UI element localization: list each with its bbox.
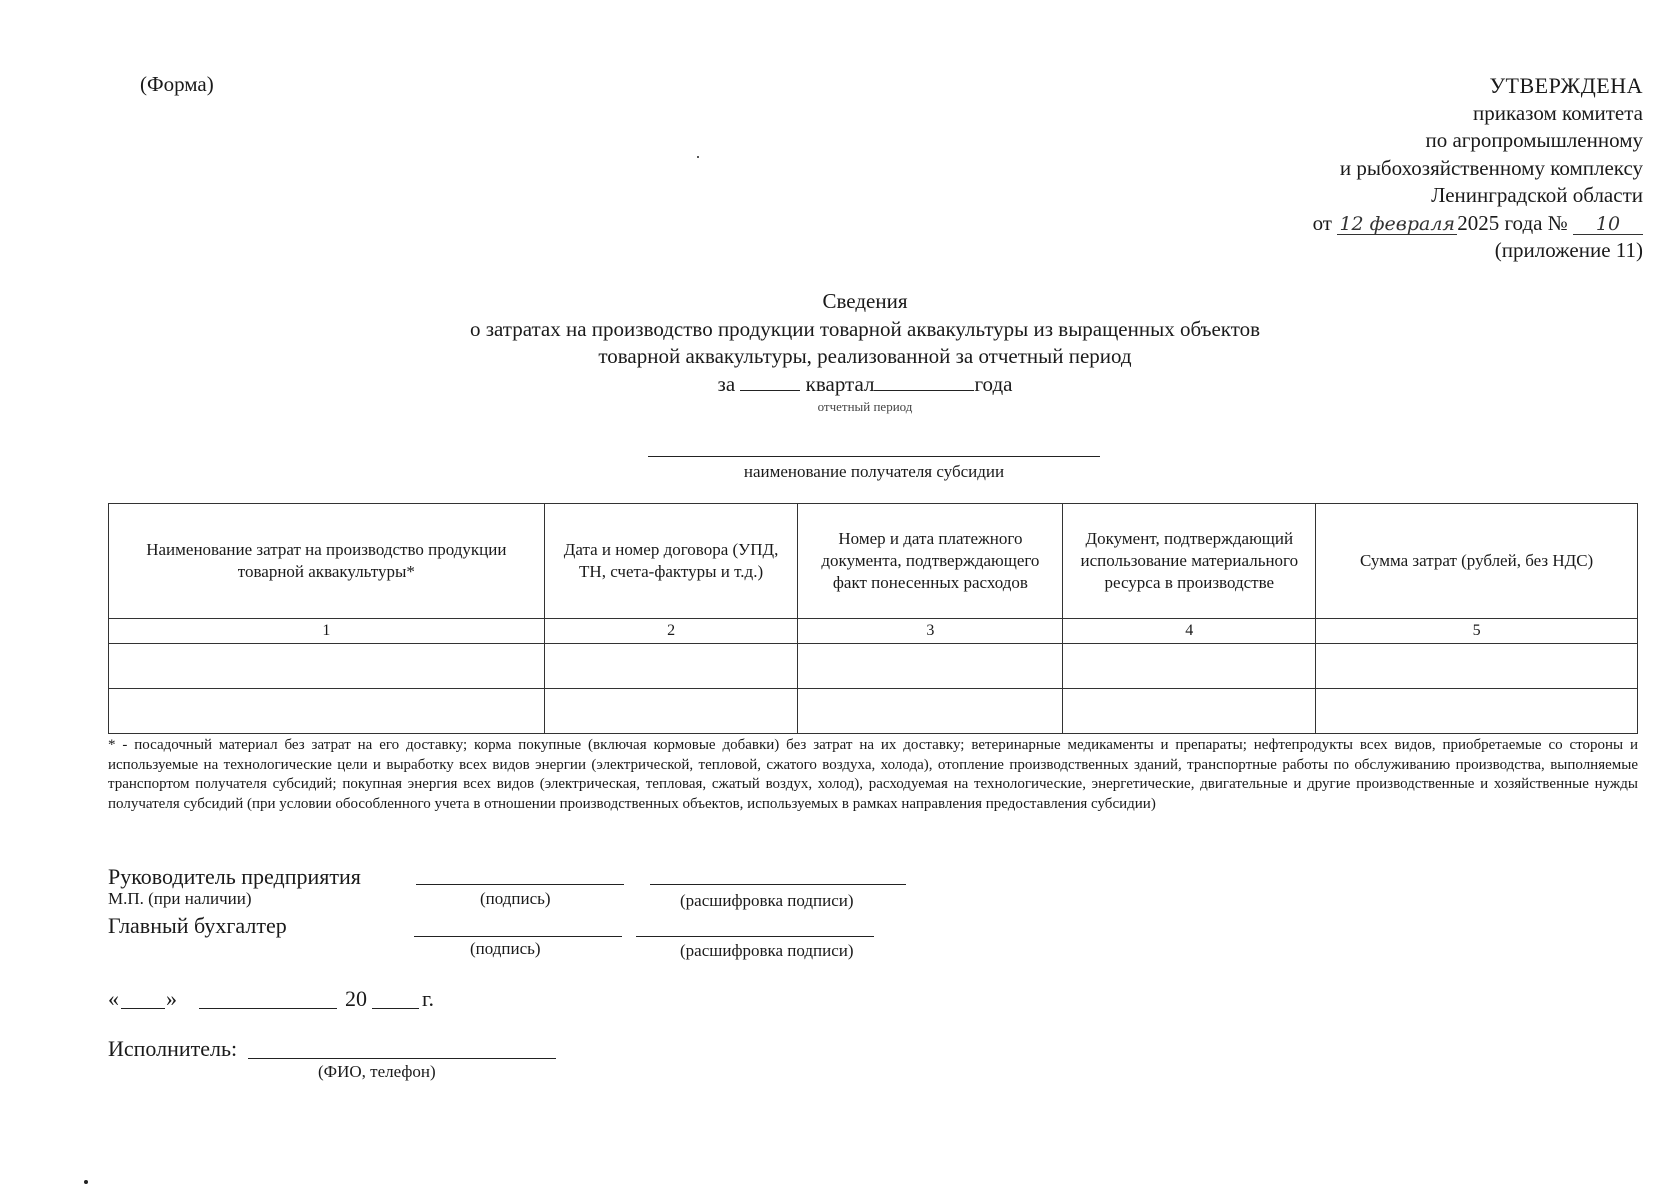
approval-date-line bbox=[1313, 210, 1643, 238]
approval-line: Ленинградской области bbox=[1431, 183, 1643, 207]
head-title: Руководитель предприятия bbox=[108, 864, 361, 889]
document-title: Сведения bbox=[822, 289, 908, 313]
decode-caption: (расшифровка подписи) bbox=[680, 891, 854, 910]
executor-label: Исполнитель: bbox=[108, 1036, 238, 1061]
column-number: 3 bbox=[798, 619, 1063, 644]
month-blank[interactable] bbox=[199, 1008, 337, 1009]
signature-caption: (подпись) bbox=[480, 889, 551, 908]
heading-line: о затратах на производство продукции товарной аквакультуры из выращенных объектов bbox=[469, 316, 1261, 341]
table-cell[interactable] bbox=[544, 689, 798, 734]
column-header-usage-doc: Документ, подтверждающий использование материального ресурса в производстве bbox=[1063, 504, 1316, 619]
scan-speck bbox=[697, 156, 699, 158]
head-decode-line[interactable] bbox=[650, 884, 906, 885]
executor-line[interactable] bbox=[248, 1058, 556, 1059]
approval-line: и рыбохозяйственному комплексу bbox=[1339, 155, 1643, 180]
approval-line: по агропромышленному bbox=[1425, 128, 1643, 152]
period-quarter: квартал bbox=[805, 371, 875, 396]
handwritten-date: 12 февраля bbox=[1337, 214, 1457, 235]
table-cell[interactable] bbox=[798, 689, 1063, 734]
table-cell[interactable] bbox=[109, 689, 545, 734]
column-number: 2 bbox=[544, 619, 798, 644]
date-close-quote: » bbox=[166, 986, 177, 1011]
stamp-label: М.П. (при наличии) bbox=[108, 889, 252, 908]
decode-caption: (расшифровка подписи) bbox=[680, 941, 854, 960]
signature-caption: (подпись) bbox=[470, 939, 541, 958]
table-cell[interactable] bbox=[544, 644, 798, 689]
year-blank[interactable] bbox=[372, 1008, 419, 1009]
table-cell[interactable] bbox=[109, 644, 545, 689]
date-prefix: от bbox=[1312, 210, 1332, 235]
date-year-suffix: г. bbox=[422, 986, 435, 1011]
column-header-contract: Дата и номер договора (УПД, ТН, счета-фактуры и т.д.) bbox=[544, 504, 798, 619]
column-header-cost-name: Наименование затрат на производство продукции товарной аквакультуры* bbox=[109, 504, 545, 619]
head-signature-line[interactable] bbox=[416, 884, 624, 885]
document-heading bbox=[0, 288, 1665, 398]
form-label: (Форма) bbox=[140, 72, 214, 96]
approval-block bbox=[1313, 72, 1643, 265]
period-year: года bbox=[974, 371, 1013, 396]
period-prefix: за bbox=[717, 371, 736, 396]
column-header-amount: Сумма затрат (рублей, без НДС) bbox=[1316, 504, 1638, 619]
date-suffix: 2025 года № bbox=[1457, 210, 1568, 235]
column-header-payment-doc: Номер и дата платежного документа, подтверждающего факт понесенных расходов bbox=[798, 504, 1063, 619]
column-number: 1 bbox=[109, 619, 545, 644]
table-row bbox=[109, 644, 1638, 689]
accountant-decode-line[interactable] bbox=[636, 936, 874, 937]
table-cell[interactable] bbox=[798, 644, 1063, 689]
table-cell[interactable] bbox=[1063, 644, 1316, 689]
day-blank[interactable] bbox=[121, 1008, 165, 1009]
period-line bbox=[0, 371, 1665, 399]
recipient-caption: наименование получателя субсидии bbox=[743, 462, 1005, 481]
accountant-title: Главный бухгалтер bbox=[108, 913, 287, 938]
table-cell[interactable] bbox=[1063, 689, 1316, 734]
column-number: 5 bbox=[1316, 619, 1638, 644]
table-cell[interactable] bbox=[1316, 689, 1638, 734]
year-blank[interactable] bbox=[874, 372, 974, 391]
quarter-blank[interactable] bbox=[740, 372, 800, 391]
table-cell[interactable] bbox=[1316, 644, 1638, 689]
period-caption: отчетный период bbox=[817, 399, 913, 414]
approval-line: приказом комитета bbox=[1472, 100, 1643, 125]
recipient-name-line[interactable] bbox=[648, 456, 1100, 457]
date-open-quote: « bbox=[108, 986, 119, 1011]
handwritten-number: 10 bbox=[1573, 214, 1643, 235]
table-header-row bbox=[109, 504, 1638, 619]
costs-table bbox=[108, 503, 1638, 734]
column-number-row bbox=[109, 619, 1638, 644]
heading-line: товарной аквакультуры, реализованной за отчетный период bbox=[598, 344, 1132, 368]
accountant-signature-line[interactable] bbox=[414, 936, 622, 937]
footnote: * - посадочный материал без затрат на его доставку; корма покупные (включая кормовые добавки) без затрат на их доставку; ветеринарные медикаменты и препараты; нефтепродукты всех видов, приобретаемые со стороны и используемые на технологические цели и выработку всех видов энергии (электрической, тепловой, сжатого воздуха, холода), отопление производственных зданий, транспортные работы по обслуживанию производства, выполняемые транспортом получателя субсидий; покупная энергия всех видов (электрическая, тепловая, сжатый воздух, холод), расходуемая на технологические, энергетические, двигательные и другие производственные и хозяйственные нужды получателя субсидий (при условии обособленного учета в отношении производственных объектов, используемых в рамках направления предоставления субсидии) bbox=[108, 737, 1638, 812]
scan-speck bbox=[84, 1180, 88, 1184]
column-number: 4 bbox=[1063, 619, 1316, 644]
executor-caption: (ФИО, телефон) bbox=[318, 1062, 436, 1081]
approval-title: УТВЕРЖДЕНА bbox=[1489, 73, 1643, 98]
table-row bbox=[109, 689, 1638, 734]
appendix-label: (приложение 11) bbox=[1494, 238, 1643, 262]
date-year-prefix: 20 bbox=[345, 986, 367, 1011]
